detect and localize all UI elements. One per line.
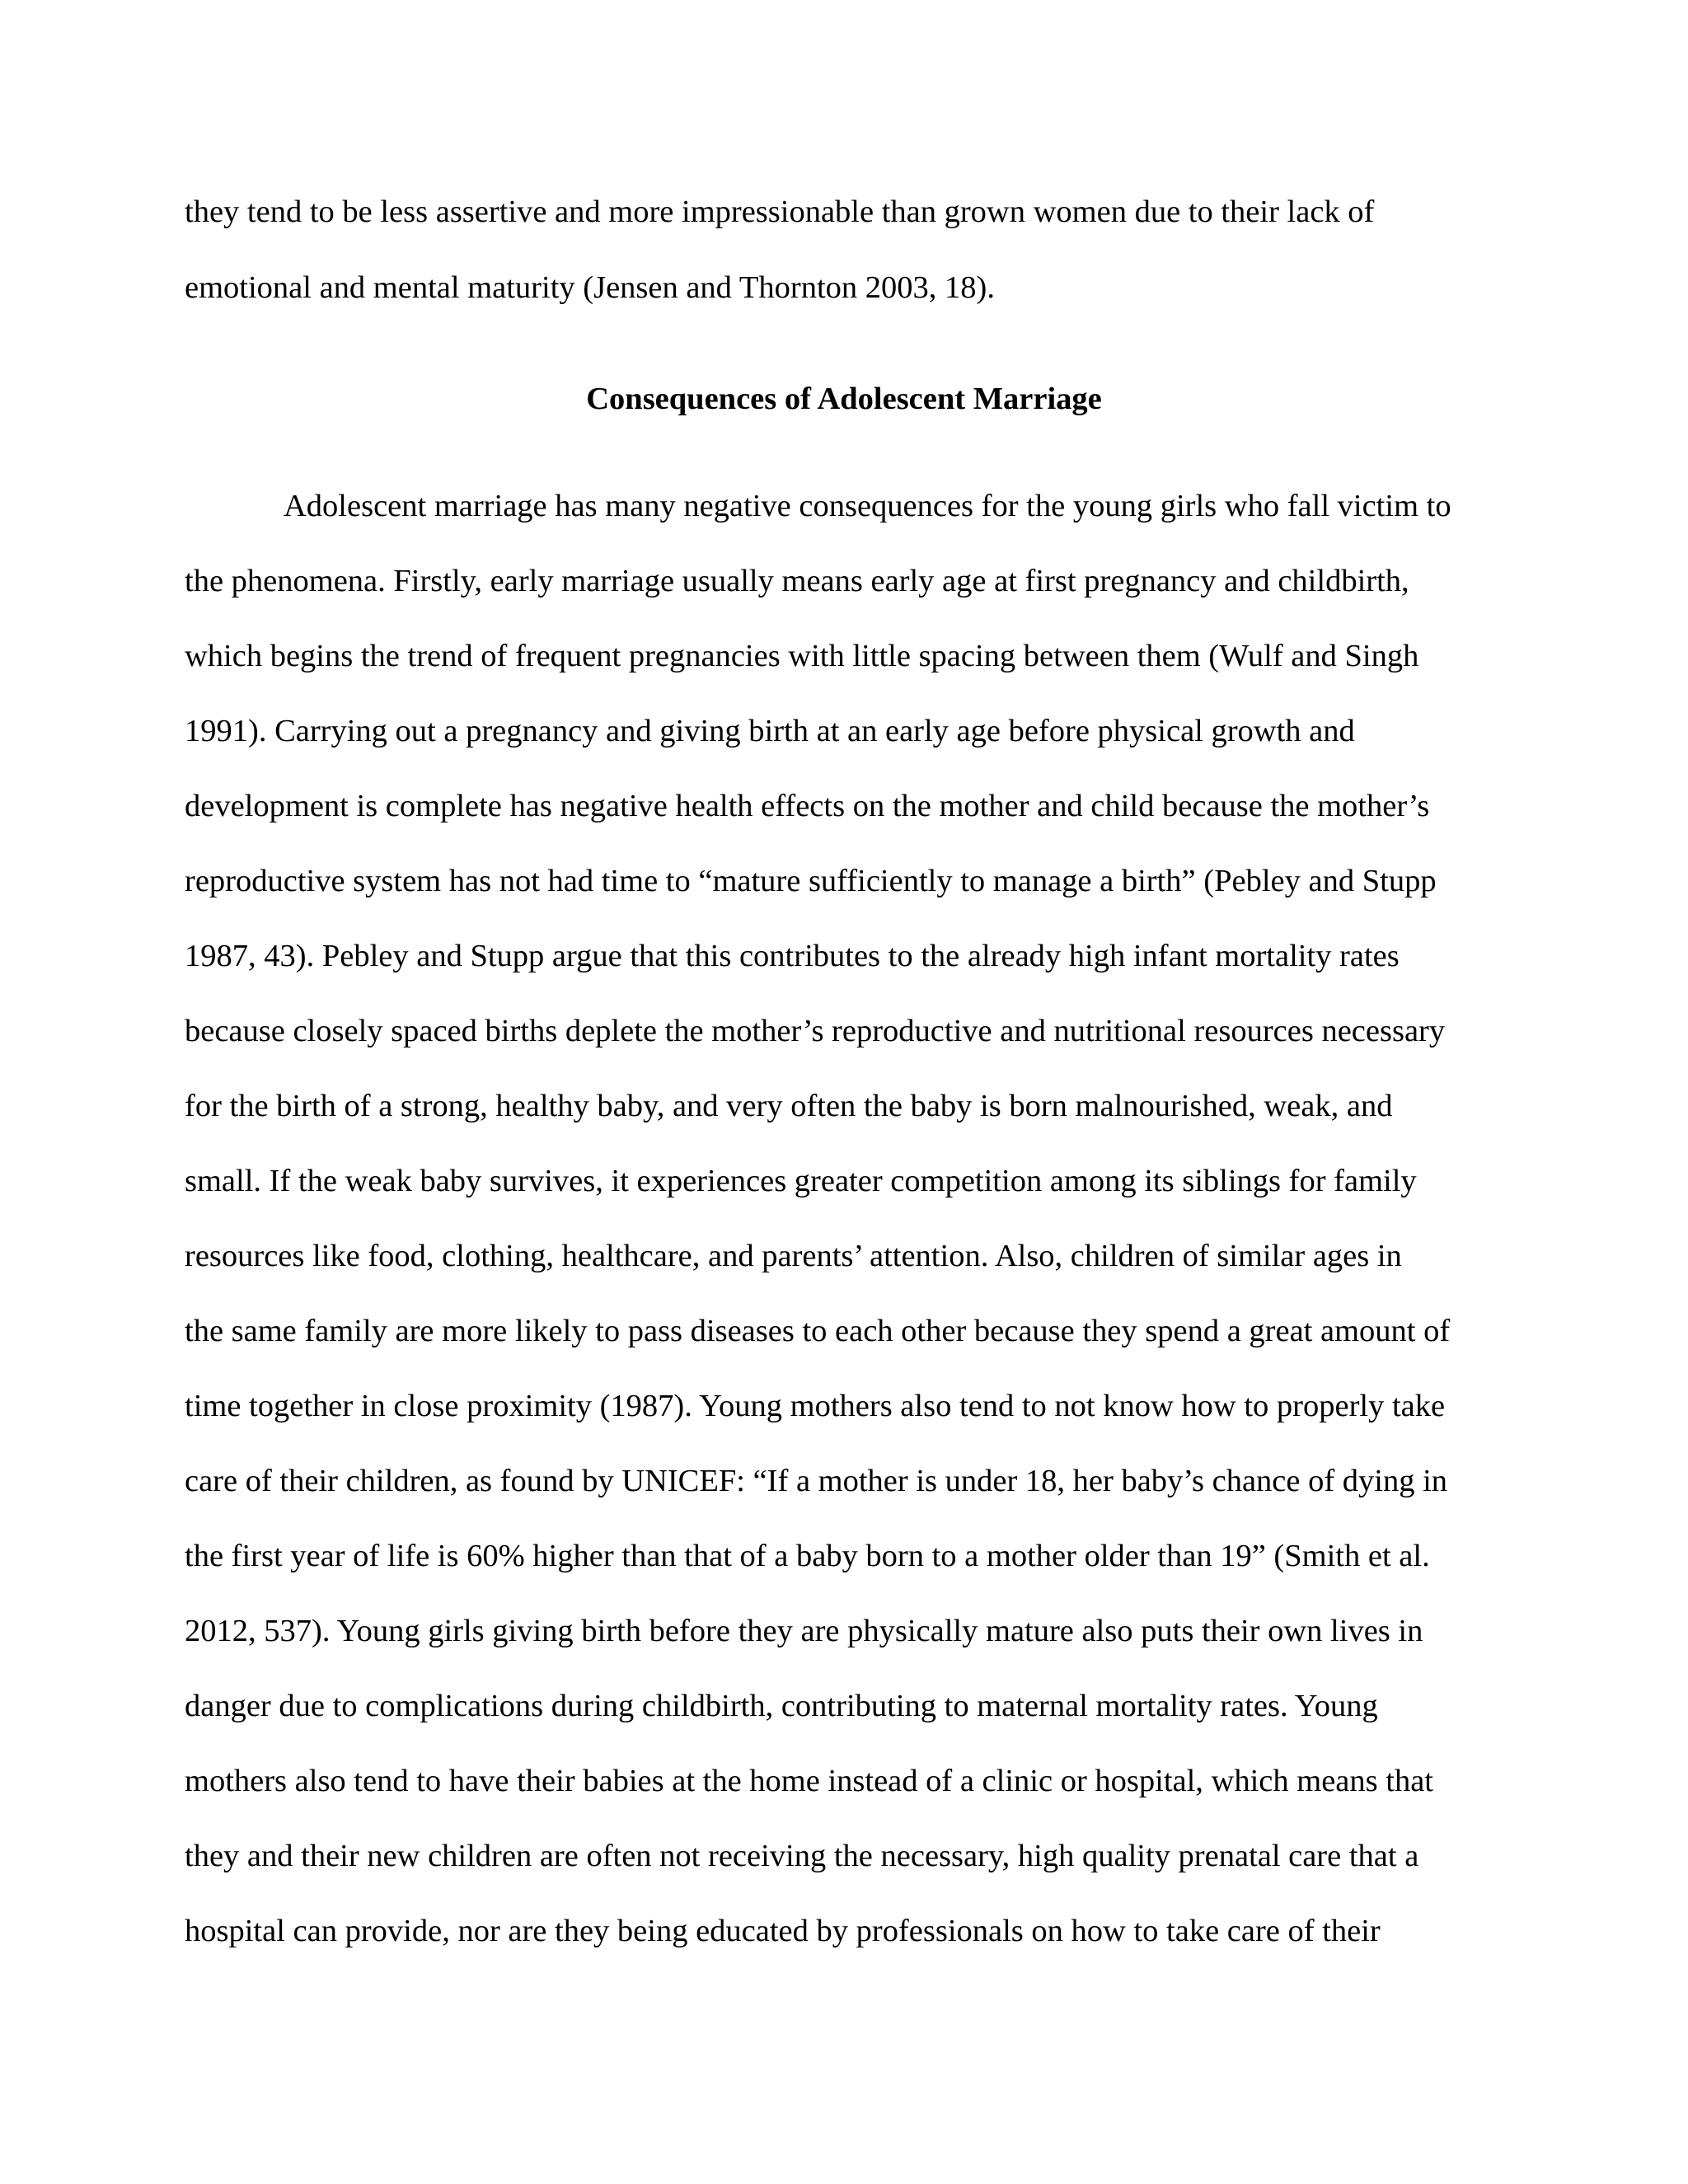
body-line-17: danger due to complications during childbirth, contributing to maternal mortality rates. Young bbox=[185, 1689, 1378, 1723]
body-line-4: 1991). Carrying out a pregnancy and giving birth at an early age before physical growth and bbox=[185, 714, 1355, 748]
body-line-18: mothers also tend to have their babies at the home instead of a clinic or hospital, which means that bbox=[185, 1764, 1433, 1798]
body-line-15: the first year of life is 60% higher than that of a baby born to a mother older than 19” (Smith et al. bbox=[185, 1539, 1430, 1573]
body-line-11: resources like food, clothing, healthcare, and parents’ attention. Also, children of similar ages in bbox=[185, 1239, 1402, 1273]
body-line-2: the phenomena. Firstly, early marriage usually means early age at first pregnancy and childbirth, bbox=[185, 564, 1409, 598]
body-line-3: which begins the trend of frequent pregnancies with little spacing between them (Wulf and Singh bbox=[185, 639, 1419, 673]
body-line-8: because closely spaced births deplete the mother’s reproductive and nutritional resources necessary bbox=[185, 1014, 1446, 1048]
body-line-19: they and their new children are often not receiving the necessary, high quality prenatal care that a bbox=[185, 1839, 1419, 1873]
body-line-20: hospital can provide, nor are they being educated by professionals on how to take care of their bbox=[185, 1914, 1381, 1948]
body-line-9: for the birth of a strong, healthy baby, and very often the baby is born malnourished, weak, and bbox=[185, 1089, 1393, 1123]
body-line-7: 1987, 43). Pebley and Stupp argue that this contributes to the already high infant mortality rates bbox=[185, 939, 1400, 973]
intro-line-2: emotional and mental maturity (Jensen and Thornton 2003, 18). bbox=[185, 270, 995, 305]
body-line-16: 2012, 537). Young girls giving birth before they are physically mature also puts their own lives in bbox=[185, 1614, 1423, 1648]
section-heading: Consequences of Adolescent Marriage bbox=[586, 382, 1102, 416]
body-line-10: small. If the weak baby survives, it experiences greater competition among its siblings for family bbox=[185, 1164, 1417, 1198]
body-line-6: reproductive system has not had time to “mature sufficiently to manage a birth” (Pebley and Stupp bbox=[185, 864, 1437, 898]
body-line-12: the same family are more likely to pass diseases to each other because they spend a great amount of bbox=[185, 1314, 1451, 1348]
body-line-13: time together in close proximity (1987). Young mothers also tend to not know how to properly take bbox=[185, 1389, 1446, 1423]
intro-line-1: they tend to be less assertive and more impressionable than grown women due to their lack of bbox=[185, 194, 1375, 229]
body-line-1: Adolescent marriage has many negative consequences for the young girls who fall victim to bbox=[284, 489, 1451, 523]
body-line-14: care of their children, as found by UNICEF: “If a mother is under 18, her baby’s chance of dying in bbox=[185, 1464, 1448, 1498]
body-line-5: development is complete has negative health effects on the mother and child because the mother’s bbox=[185, 789, 1430, 823]
